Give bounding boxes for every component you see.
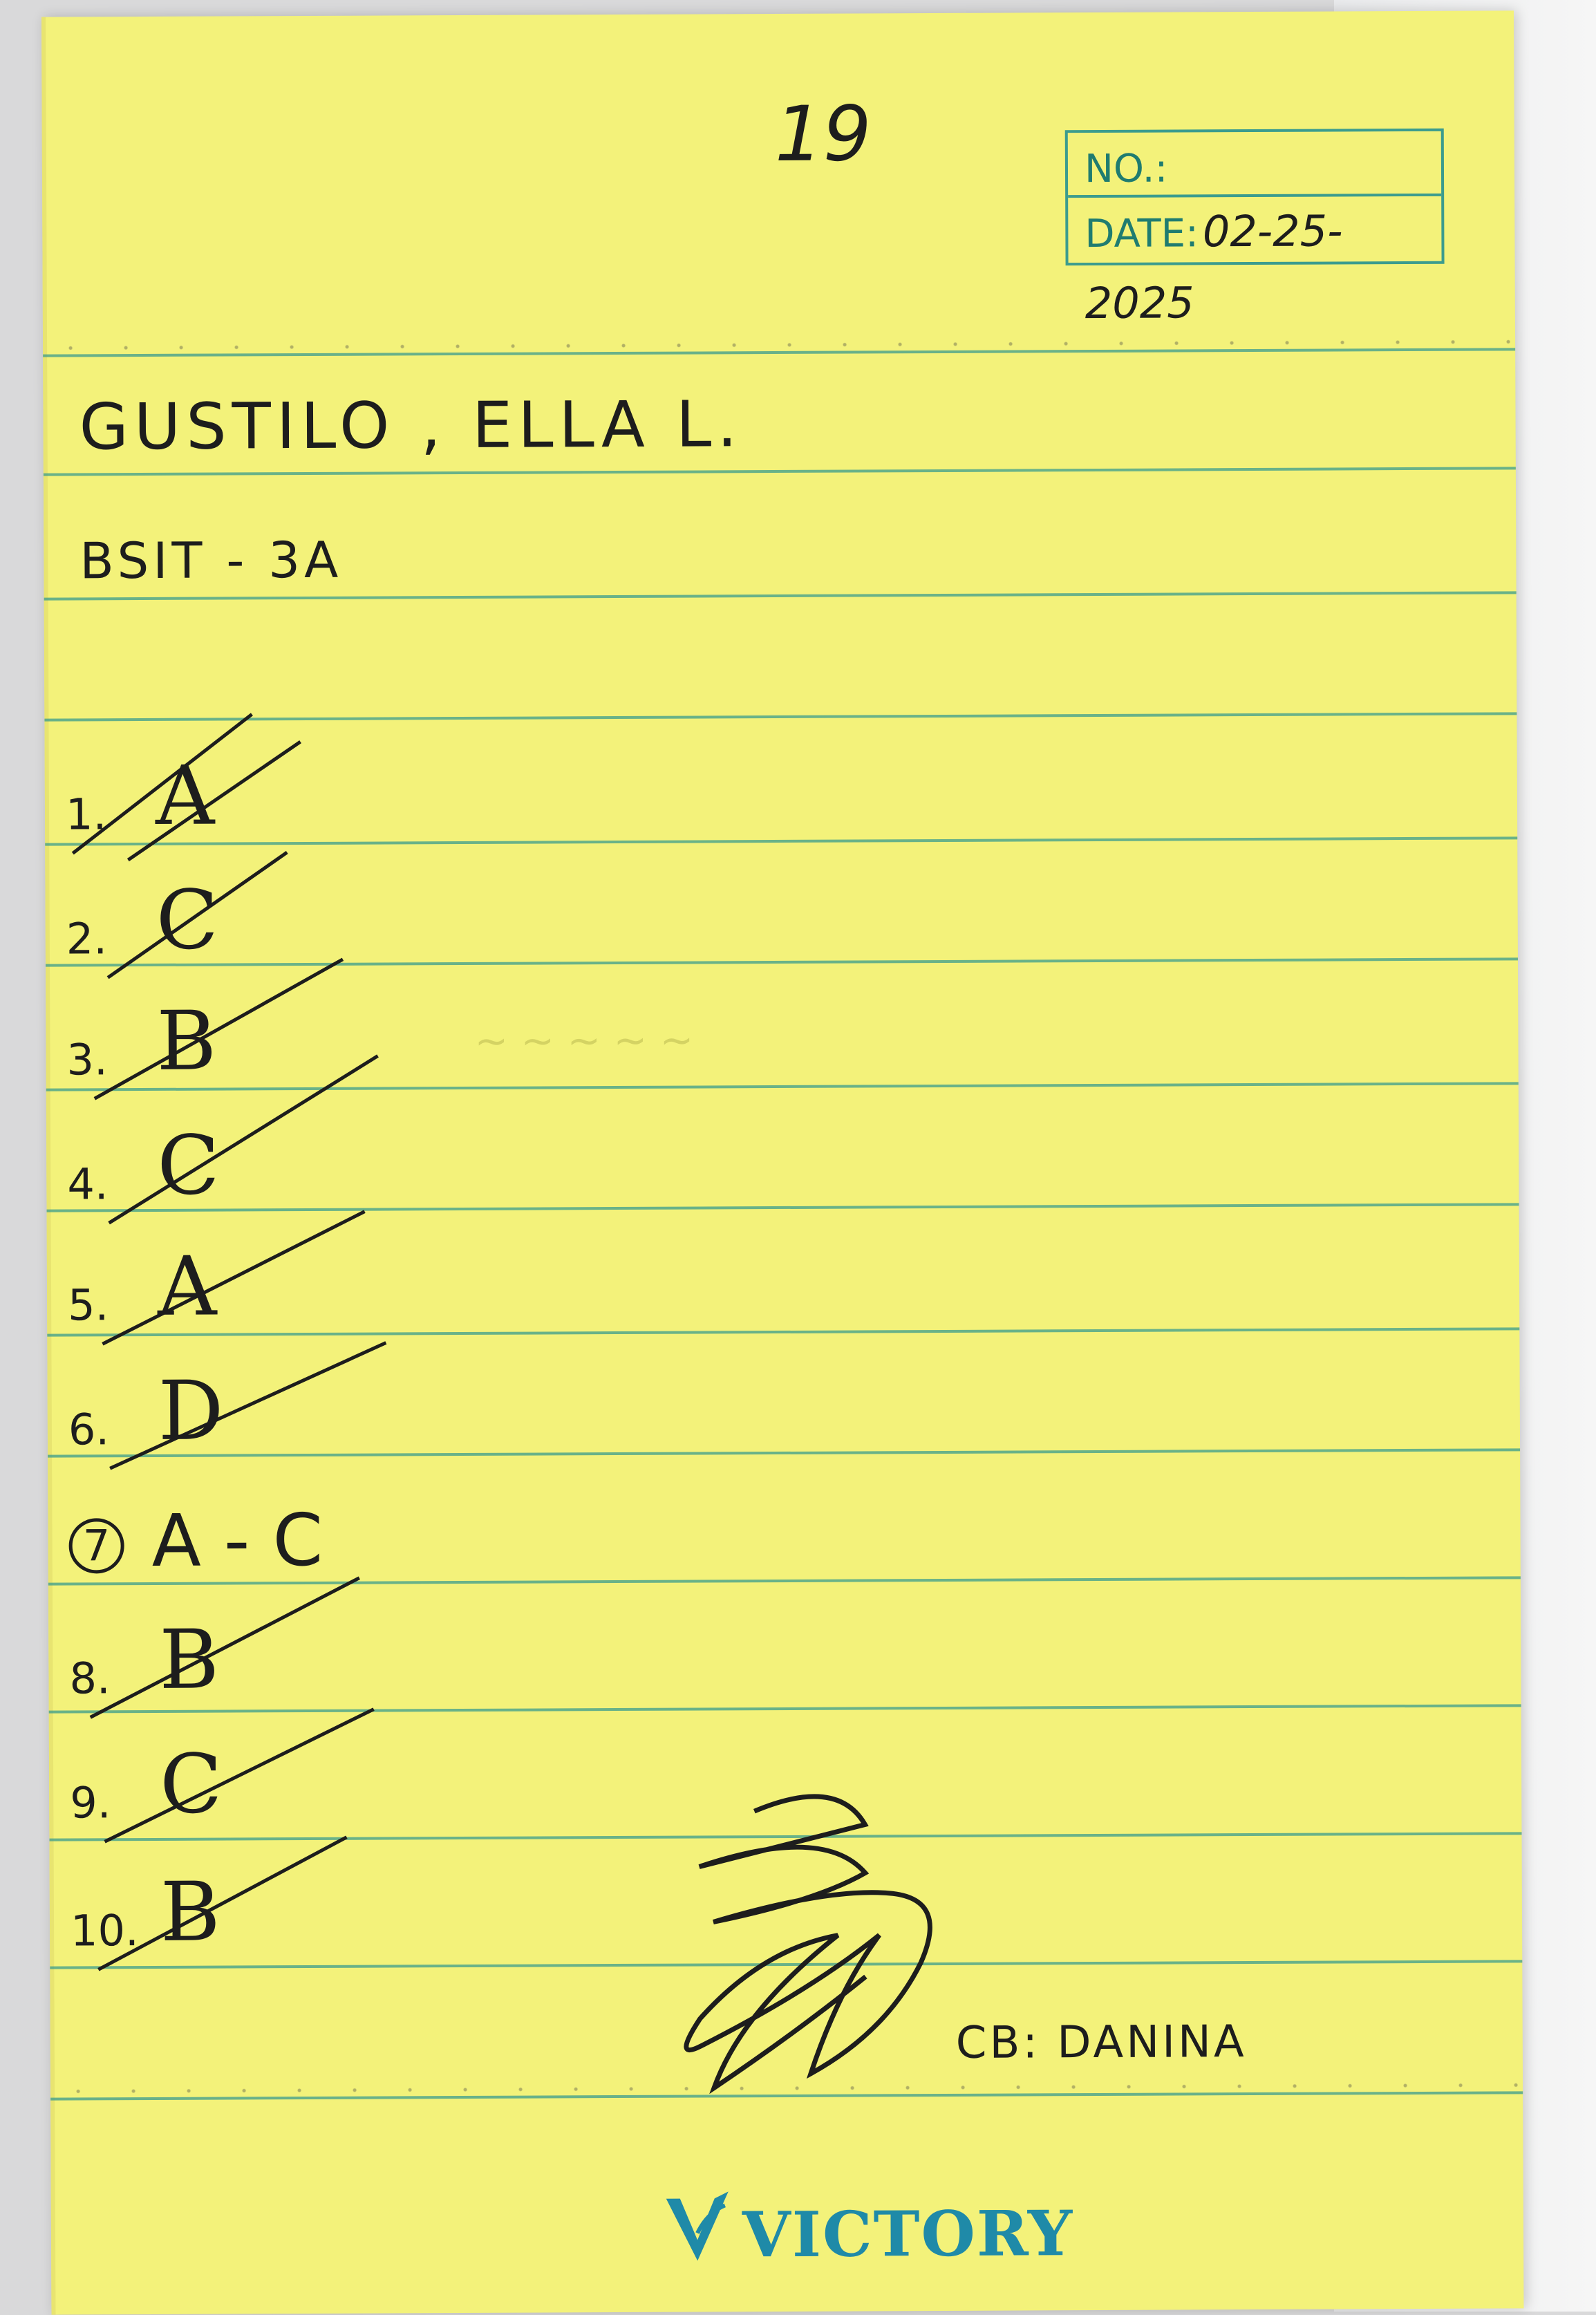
answer-choice: C <box>157 1118 220 1213</box>
check-mark-icon <box>68 1356 428 1468</box>
answer-item <box>66 741 426 839</box>
rule-line <box>44 467 1516 476</box>
answer-choice: C <box>156 872 218 968</box>
checked-by: CB: DANINA <box>956 2016 1247 2069</box>
victory-brand-logo <box>659 2183 1047 2267</box>
check-mark-icon <box>70 1730 430 1841</box>
signature-icon <box>657 1783 991 2102</box>
stamp-date-value: 02-25-2025 <box>1085 205 1343 328</box>
answer-number: 9. <box>70 1777 111 1828</box>
answer-item <box>68 1356 428 1454</box>
answer-number: 3. <box>66 1034 107 1085</box>
answer-item <box>68 1480 553 1579</box>
answer-choice: A <box>156 748 215 843</box>
answer-number: 6. <box>68 1404 109 1454</box>
answer-number: 4. <box>67 1159 108 1209</box>
check-mark-icon <box>68 1232 428 1344</box>
answer-choice: D <box>158 1363 224 1459</box>
answer-choice: B <box>156 993 216 1089</box>
answer-item <box>67 1111 427 1209</box>
answer-item <box>68 1232 428 1330</box>
check-mark-icon <box>66 741 426 853</box>
rule-line <box>44 712 1517 721</box>
answer-item <box>66 986 426 1085</box>
check-mark-icon <box>69 1605 429 1717</box>
check-mark-icon <box>67 1111 427 1223</box>
stamp-no-row <box>1068 131 1441 198</box>
answer-item <box>69 1605 429 1703</box>
answer-choice: B <box>160 1864 220 1960</box>
answer-number: 8. <box>69 1653 110 1703</box>
answer-number: 1. <box>66 789 106 839</box>
show-through-text: ~ ~ ~ ~ ~ <box>474 1017 693 1065</box>
answer-choice: A <box>158 1239 217 1334</box>
answer-number: 2. <box>66 913 107 964</box>
score: 19 <box>774 89 872 178</box>
no-date-stamp <box>1065 129 1445 265</box>
answer-choice: A - C <box>151 1498 323 1583</box>
rule-line <box>44 591 1517 600</box>
answer-choice: B <box>159 1612 219 1707</box>
answer-number: 10. <box>71 1905 139 1956</box>
student-section: BSIT - 3A <box>79 531 342 590</box>
answer-number-circled: 7 <box>68 1518 124 1573</box>
stamp-date-row <box>1068 196 1441 263</box>
victory-v-icon <box>659 2184 736 2267</box>
answer-number: 5. <box>68 1280 109 1330</box>
answer-choice: C <box>160 1736 223 1832</box>
stamp-no-label: NO.: <box>1085 147 1168 192</box>
brand-name: VICTORY <box>742 2197 1074 2271</box>
stamp-date-label: DATE: <box>1085 211 1199 256</box>
margin-edge <box>41 17 56 2315</box>
yellow-pad-sheet <box>41 10 1523 2314</box>
answer-item <box>71 1857 431 1956</box>
answer-item <box>70 1730 430 1828</box>
check-mark-icon <box>66 865 426 977</box>
answer-item <box>66 865 426 964</box>
student-name: GUSTILO , ELLA L. <box>79 387 742 464</box>
check-mark-icon <box>66 986 426 1098</box>
rule-line <box>43 348 1515 357</box>
